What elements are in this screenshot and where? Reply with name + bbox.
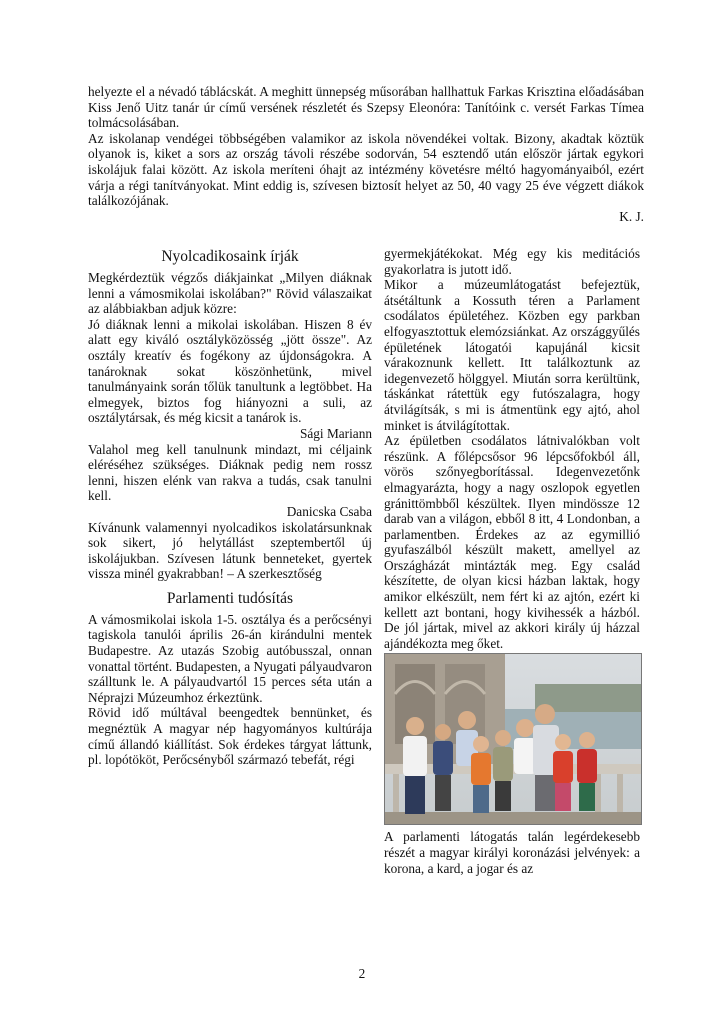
author-signature: Danicska Csaba (286, 503, 372, 519)
article-paragraph: Kívánunk valamennyi nyolcadikos iskolatársunknak sok sikert, jó helytállást szeptembertől új iskolájukban. Szívesen látunk benneteket, gyertek vissza minél gyakrabban! – A szerkesztőség (88, 519, 372, 582)
group-photo-illustration (385, 654, 641, 824)
intro-paragraph-1: helyezte el a névadó táblácskát. A meghitt ünnepség műsorában hallhattuk Farkas Krisztina előadásában Kiss Jenő Uitz tanár úr című versének részletét és Szepsy Eleonóra: Tanítóink c. versét Farkas Tímea tolmácsolásában. (88, 84, 644, 131)
intro-signature: K. J. (619, 208, 644, 224)
article-paragraph: A vámosmikolai iskola 1-5. osztálya és a perőcsényi tagiskola tanulói április 26-án kirándulni mentek Budapestre. Az utazás Szobig autóbusszal, onnan vonattal történt. Budapesten, a Nyugati pályaudvaron szálltunk le. A pályaudvartól 15 perces séta után a Néprajzi Múzeumhoz érkeztünk. (88, 611, 372, 705)
left-column (88, 248, 372, 768)
article-paragraph: Valahol meg kell tanulnunk mindazt, mi céljaink eléréséhez szükséges. Diáknak pedig nem rossz lenni, hiszen elénk van rakva a tudás, csak tanulni kell. (88, 441, 372, 504)
group-photo-parliament (384, 653, 642, 825)
article-heading-parlamenti: Parlamenti tudósítás (166, 589, 294, 607)
article-paragraph: Az épületben csodálatos látnivalókban volt részünk. A főlépcsősor 96 lépcsőfokból áll, vörös szőnyegborítással. Idegenvezetőnk elmagyarázta, hogy a nagy oszlopok egyetlen gránittömbből készültek. Ilyen mindössze 12 darab van a világon, ebből 8 itt, 4 Londonban, a parlamentben. Érdekes az az egymillió gyufaszálból készült makett, amellyel az Országházát mintázták meg. Egy család készítette, de olyan kicsi házban laktak, hogy amikor elkészült, nem fért ki az ajtón, ezért ki kellett azt bontani, hogy kivihessék a házból. De jól jártak, mivel az akkori király új házzal ajándékozta meg őket. (384, 433, 640, 651)
intro-paragraph-2: Az iskolanap vendégei többségében valamikor az iskola növendékei voltak. Bizony, akadtak köztük olyanok is, kiket a sors az ország távoli részébe sodorván, 54 esztendő után először jártak egykori iskolájuk falai között. Az iskola meríteni óhajt az intézmény követésre méltó hagyományaiból, ezért várja a régi tanítványokat. Mint eddig is, szívesen biztosít helyet az 50, 40 vagy 25 éve végzett diákok találkozójának. (88, 130, 644, 209)
article-paragraph: gyermekjátékokat. Még egy kis meditációs gyakorlatra is jutott idő. (384, 246, 640, 277)
intro-section (88, 84, 644, 224)
article-paragraph: Jó diáknak lenni a mikolai iskolában. Hiszen 8 év alatt egy kiváló osztályközösség „jött össze". Az osztály kreatív és fogékony az újdonságokra. A tanároknak sokat köszönhetünk, mivel tanulmányaink során tőlük tanultunk a legtöbbet. Ha elmegyek, biztos fog hiányozni a suli, az osztálytársak, és még kicsit a tanárok is. (88, 316, 372, 426)
right-column (384, 246, 640, 876)
photo-caption: A parlamenti látogatás talán legérdekesebb részét a magyar királyi koronázási jelvények: a korona, a kard, a jogar és az (384, 829, 640, 876)
article-heading-nyolcadikosaink: Nyolcadikosaink írják (161, 248, 299, 265)
page-number: 2 (358, 966, 366, 981)
article-paragraph: Megkérdeztük végzős diákjainkat „Milyen diáknak lenni a vámosmikolai iskolában?" Rövid válaszaikat az alábbiakban adjuk közre: (88, 270, 372, 317)
author-signature: Sági Mariann (299, 425, 372, 441)
article-paragraph: Rövid idő múltával beengedtek bennünket, és megnéztük A magyar nép hagyományos kultúrája című állandó kiállítást. Sok érdekes tárgyat láttunk, pl. lopótököt, Perőcsényből származó tebefát, régi (88, 705, 372, 768)
article-paragraph: Mikor a múzeumlátogatást befejeztük, átsétáltunk a Kossuth téren a Parlament csodálatos épületéhez. Közben egy parkban elfogyasztottuk elemózsiánkat. Az országgyűlés épületének látogatói kapujánál kicsit várakoznunk kellett. Itt találkoztunk az idegenvezető hölggyel. Miután sorra kerültünk, táskánkat rátettük egy futószalagra, hogy átvilágítsák, s mi is átmentünk egy ajtó, ahol minket is átvilágítottak. (384, 277, 640, 433)
